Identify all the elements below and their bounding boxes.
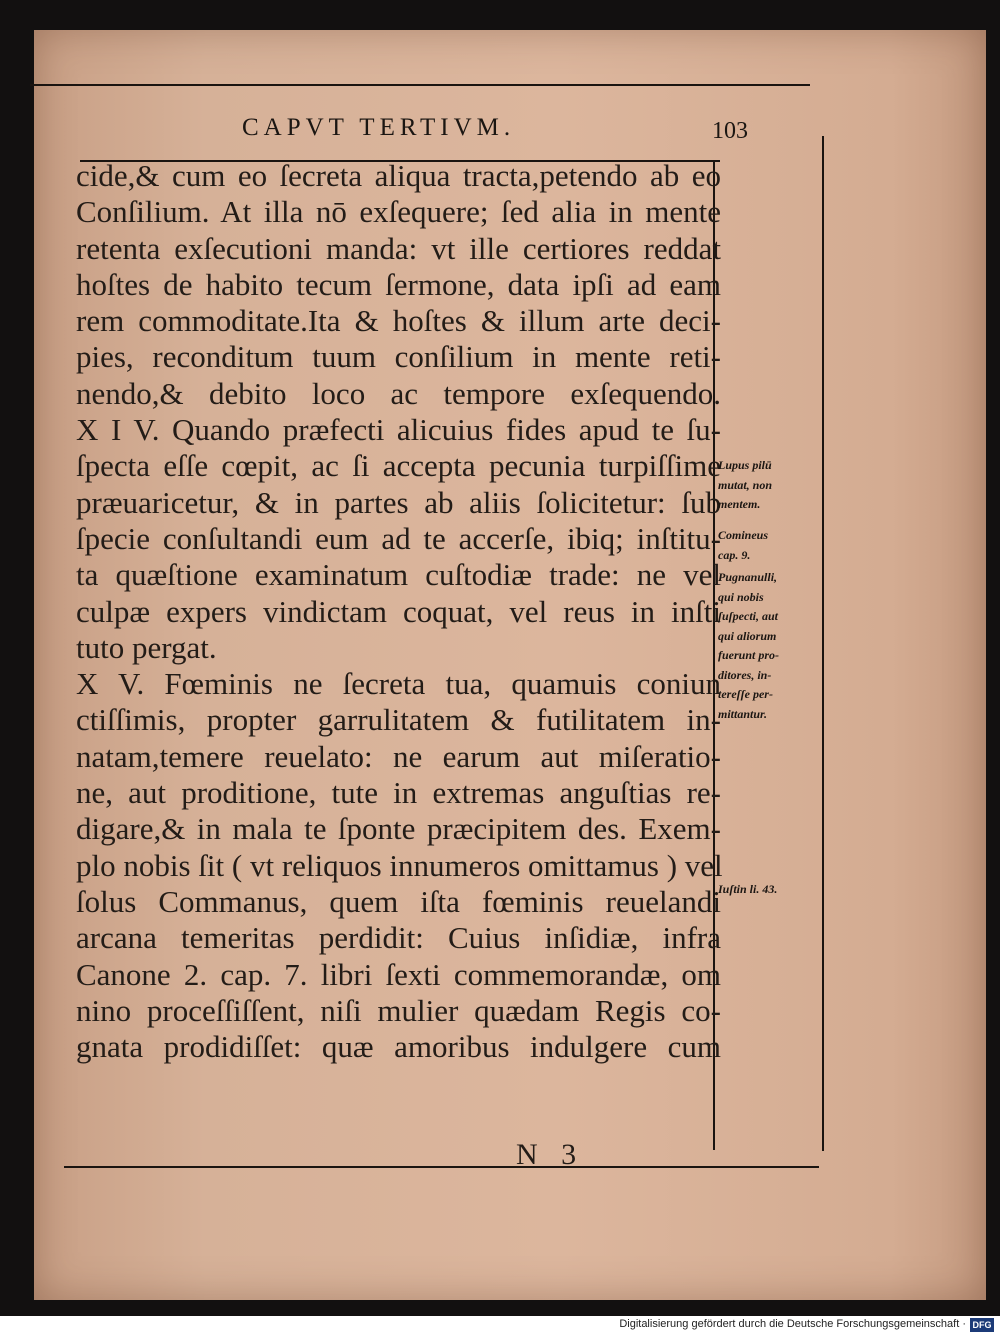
text-line: Conſilium. At illa nō exſequere; ſed alia in mente bbox=[76, 194, 721, 230]
text-line: præuaricetur, & in partes ab aliis ſolicitetur: ſub bbox=[76, 484, 721, 520]
note-line: mentem. bbox=[718, 497, 761, 511]
text-line: Canone 2. cap. 7. libri ſexti commemorandæ, om bbox=[76, 956, 721, 992]
text-line: tuto pergat. bbox=[76, 629, 217, 665]
text-line: cide,& cum eo ſecreta aliqua tracta,petendo ab eo bbox=[76, 158, 721, 193]
text-line: ſpecie conſultandi eum ad te accerſe, ibiq; inſtitu- bbox=[76, 520, 721, 556]
text-line: X V. Fœminis ne ſecreta tua, quamuis coniun bbox=[76, 666, 721, 702]
text-line: ne, aut proditione, tute in extremas anguſtias re- bbox=[76, 775, 721, 811]
text-line: culpæ expers vindictam coquat, vel reus in inſti bbox=[76, 593, 721, 629]
signature-mark: N 3 bbox=[516, 1138, 585, 1171]
text-line: hoſtes de habito tecum ſermone, data ipſi ad eam bbox=[76, 266, 721, 302]
page-number: 103 bbox=[712, 118, 748, 144]
note-line: fuerunt pro- bbox=[718, 648, 780, 662]
note-line: Iuſtin li. 43. bbox=[718, 882, 778, 896]
note-line: qui nobis bbox=[718, 589, 764, 604]
text-line: X I V. Quando præfecti alicuius fides apud te ſu- bbox=[76, 412, 721, 448]
text-line: natam,temere reuelato: ne earum aut miſeratio- bbox=[76, 738, 721, 774]
text-line: gnata prodidiſſet: quæ amoribus indulgere cum bbox=[76, 1029, 721, 1065]
note-line: cap. 9. bbox=[718, 547, 751, 562]
note-line: Lupus pilū bbox=[718, 458, 772, 472]
note-line: ſuſpecti, aut bbox=[718, 609, 778, 623]
top-rule bbox=[30, 84, 810, 86]
note-line: Comineus bbox=[718, 528, 769, 542]
text-line: ta quæſtione examinatum cuſtodiæ trade: ne vel bbox=[76, 557, 721, 593]
text-line: pies, reconditum tuum conſilium in mente reti- bbox=[76, 339, 721, 375]
running-head: CAPVT TERTIVM. bbox=[242, 114, 516, 141]
margin-note-iustin bbox=[718, 880, 818, 900]
text-line: retenta exſecutioni manda: vt ille certiores reddat bbox=[76, 230, 721, 266]
dfg-logo-icon: DFG bbox=[970, 1318, 994, 1332]
margin-note-pugna bbox=[718, 568, 818, 724]
text-line: ſolus Commanus, quem iſta fœminis reuelandi bbox=[76, 883, 721, 919]
text-line: arcana temeritas perdidit: Cuius inſidiæ, infra bbox=[76, 920, 721, 956]
page-header bbox=[62, 114, 748, 160]
footer-credit: Digitalisierung gefördert durch die Deutsche Forschungsgemeinschaft · bbox=[619, 1318, 966, 1330]
text-line: plo nobis ſit ( vt reliquos innumeros omittamus ) vel bbox=[76, 847, 723, 883]
note-line: mutat, non bbox=[718, 477, 773, 492]
note-line: qui aliorum bbox=[718, 628, 777, 643]
text-line: nino proceſſiſſent, niſi mulier quædam Regis co- bbox=[76, 992, 721, 1028]
text-line: nendo,& debito loco ac tempore exſequendo. bbox=[76, 375, 721, 411]
margin-column-rule bbox=[822, 136, 824, 1151]
note-line: Pugnanulli, bbox=[718, 570, 778, 584]
margin-note-lupus bbox=[718, 456, 818, 515]
text-line: digare,& in mala te ſponte præcipitem des. Exem- bbox=[76, 811, 721, 847]
bottom-rule bbox=[64, 1166, 819, 1168]
text-line: rem commoditate.Ita & hoſtes & illum arte deci- bbox=[76, 303, 721, 339]
note-line: ditores, in- bbox=[718, 667, 772, 682]
note-line: mittantur. bbox=[718, 706, 768, 721]
text-line: ſpecta eſſe cœpit, ac ſi accepta pecunia turpiſſime bbox=[76, 448, 721, 484]
margin-note-comineus bbox=[718, 526, 818, 565]
text-line: ctiſſimis, propter garrulitatem & futilitatem in- bbox=[76, 702, 721, 738]
note-line: tereſſe per- bbox=[718, 687, 773, 701]
body-text bbox=[76, 158, 721, 1065]
